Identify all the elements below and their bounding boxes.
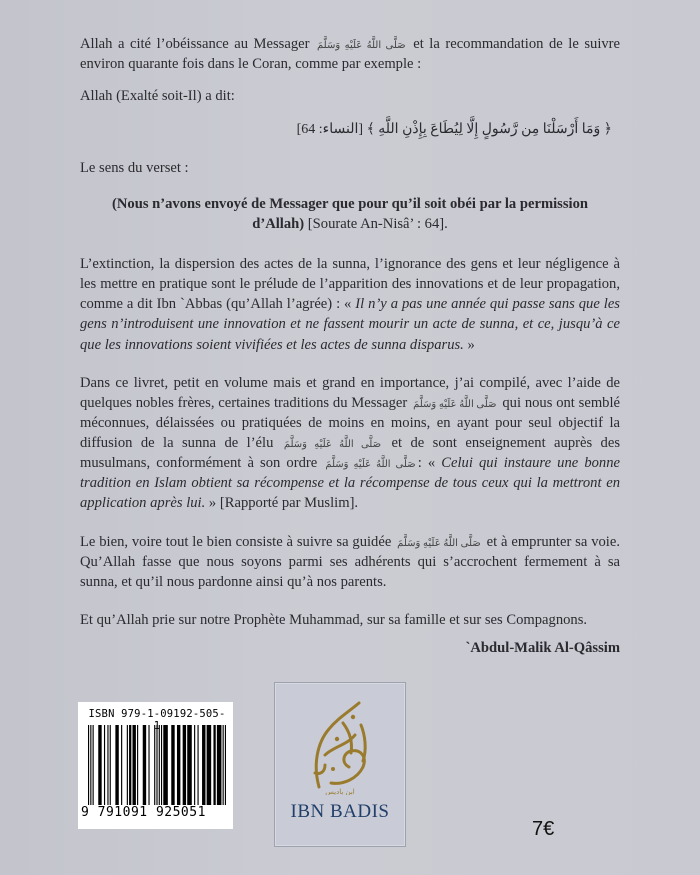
barcode-bar <box>93 725 94 805</box>
paragraph-intro <box>80 34 620 74</box>
salutation-glyph: صَلَّى اللَّهُ عَلَيْهِ وَسَلَّمَ <box>413 398 497 410</box>
barcode-bar <box>171 725 174 805</box>
verse-meaning-heading: Le sens du verset : <box>80 159 189 176</box>
publisher-name: IBN BADIS <box>290 801 390 822</box>
bien-text-1: Le bien, voire tout le bien consiste à suivre sa guidée <box>80 533 392 550</box>
barcode-bar <box>129 725 131 805</box>
barcode-bar <box>104 725 105 805</box>
intro-text-start: Allah a cité l’obéissance au Messager <box>80 36 310 52</box>
barcode-bar <box>183 725 186 805</box>
quote-close: » <box>467 336 475 353</box>
barcode-bar <box>127 725 128 805</box>
livret-text-1: Dans ce livret, petit en volume mais et grand en importance, j’ai compilé, avec l’aide de quelques nobles frères, certaines traditions du Messager <box>80 374 620 411</box>
salutation-glyph: صَلَّى اللَّهُ عَلَيْهِ وَسَلَّمَ <box>325 459 416 471</box>
barcode-bars <box>88 725 226 805</box>
barcode-bar <box>223 725 224 805</box>
barcode-bar <box>163 725 168 805</box>
bien-text-2: et à emprunter sa voie. Qu’Allah fasse que nous soyons parmi ses adhérents qui s’accrochent fermement à sa sunna, et qu’il nous pardonne ainsi qu’à nos parents. <box>80 533 620 590</box>
barcode-bar <box>137 725 138 805</box>
barcode-bar <box>177 725 180 805</box>
extinction-text: L’extinction, la dispersion des actes de la sunna, l’ignorance des gens et leur négligence à les mettre en pratique sont le prélude de l’apparition des innovations et de leur propagation, comme a dit Ibn `Abbas (qu’Allah l’agrée) : « <box>80 256 620 313</box>
barcode-bar <box>202 725 205 805</box>
author-signature: `Abdul-Malik Al-Qâssim <box>465 640 620 657</box>
verse-meaning-text: (Nous n’avons envoyé de Messager que pour qu’il soit obéi par la permission d’Allah) <box>112 195 588 232</box>
price: 7€ <box>532 818 555 840</box>
publisher-logo <box>274 682 406 847</box>
isbn-label: ISBN 979-1-09192-505-1 <box>88 708 226 732</box>
barcode-bar <box>197 725 198 805</box>
verse-meaning <box>90 194 610 234</box>
paragraph-allah-said: Allah (Exalté soit-Il) a dit: <box>80 88 235 105</box>
verse-reference: [Sourate An-Nisâ’ : 64]. <box>307 215 448 232</box>
publisher-calligraphy-mark <box>303 695 377 795</box>
quran-verse: ﴿ وَمَا أَرْسَلْنَا مِن رَّسُولٍ إِلَّا لِيُطَاعَ بِإِذْنِ اللَّهِ ﴾ [النساء: 64] <box>296 122 612 138</box>
barcode-bar <box>90 725 91 805</box>
logo-calligraphy-text: ابن باديس <box>325 788 355 795</box>
salutation-glyph: صَلَّى اللَّهُ عَلَيْهِ وَسَلَّمَ <box>283 439 382 451</box>
livret-text-2: qui nous ont semblé méconnues, délaissées ou pratiquées de moins en moins, en ayant pour seul objectif la diffusion de la sunna de l’élu <box>80 394 621 452</box>
livret-text-3: et de sont enseignement auprès des musulmans, conformément à son ordre <box>80 435 621 472</box>
ibn-abbas-quote: Il n’y a pas une année qui passe sans que les gens n’introduisent une innovation et ne fassent mourir un acte de sunna, et ce, jusqu’à ce que les innovations soient vivifiées et les actes de sunna disparus. <box>80 296 620 353</box>
barcode-bar <box>187 725 192 805</box>
barcode-bar <box>115 725 118 805</box>
barcode-bar <box>88 725 89 805</box>
intro-text-end: et la recommandation de le suivre environ quarante fois dans le Coran, comme par exemple : <box>80 36 621 73</box>
barcode-bar <box>161 725 162 805</box>
barcode-bar <box>121 725 122 805</box>
barcode-bar <box>143 725 146 805</box>
barcode-bar <box>154 725 155 805</box>
isbn-barcode <box>78 702 233 829</box>
barcode-number: 9 791091 925051 <box>81 805 206 820</box>
back-cover-text <box>80 34 620 658</box>
barcode-bar <box>207 725 212 805</box>
barcode-bar <box>148 725 149 805</box>
barcode-bar <box>132 725 135 805</box>
barcode-bar <box>107 725 108 805</box>
barcode-bar <box>217 725 222 805</box>
hadith-reference: » [Rapporté par Muslim]. <box>208 495 359 512</box>
barcode-bar <box>156 725 157 805</box>
barcode-bar <box>213 725 215 805</box>
barcode-bar <box>225 725 226 805</box>
barcode-bar <box>98 725 101 805</box>
salutation-glyph: صَلَّى اللَّهُ عَلَيْهِ وَسَلَّمَ <box>397 537 481 549</box>
salutation-glyph: صَلَّى اللَّهُ عَلَيْهِ وَسَلَّمَ <box>317 40 406 51</box>
hadith-quote: Celui qui instaure une bonne tradition en Islam obtient sa récompense et la récompense de tous ceux qui la mettront en application après lui. <box>80 455 620 512</box>
paragraph-prayer: Et qu’Allah prie sur notre Prophète Muhammad, sur sa famille et sur ses Compagnons. <box>80 611 588 628</box>
barcode-bar <box>159 725 160 805</box>
paragraph-livret <box>80 373 620 514</box>
barcode-bar <box>110 725 111 805</box>
paragraph-extinction <box>80 254 620 355</box>
paragraph-bien <box>80 532 620 592</box>
barcode-bar <box>194 725 195 805</box>
quote-open: : « <box>417 455 436 472</box>
